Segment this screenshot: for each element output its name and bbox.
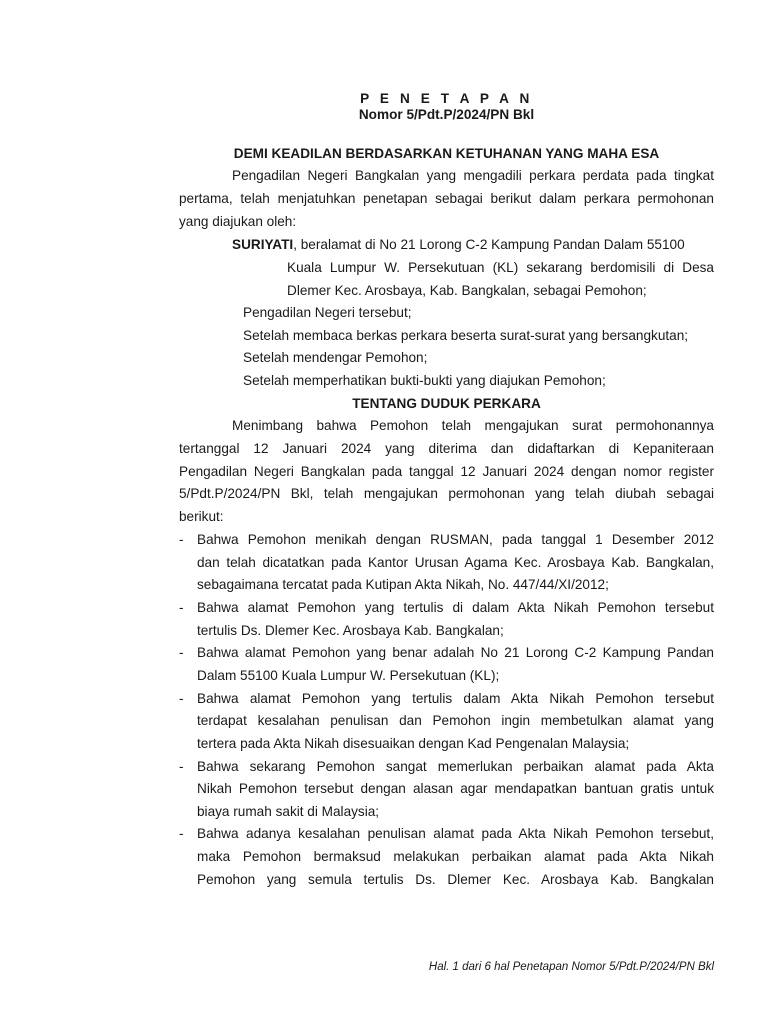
bullet-dash: - [179,691,184,706]
bullet-line: biaya rumah sakit di Malaysia; [197,804,380,819]
document-motto: DEMI KEADILAN BERDASARKAN KETUHANAN YANG MAHA ESA [233,146,660,161]
paragraph-line: 5/Pdt.P/2024/PN Bkl, telah mengajukan permohonan yang telah diubah sebagai [179,486,714,501]
bullet-dash: - [179,759,184,774]
bullet-line: terdapat kesalahan penulisan dan Pemohon ingin membetulkan alamat yang [197,713,714,728]
paragraph-line: Pengadilan Negeri Bangkalan pada tanggal 12 Januari 2024 dengan nomor register [179,464,714,479]
bullet-line: dan telah dicatatkan pada Kantor Urusan Agama Kec. Arosbaya Kab. Bangkalan, [197,555,714,570]
bullet-dash: - [179,826,184,841]
consideration-line: Setelah memperhatikan bukti-bukti yang diajukan Pemohon; [243,373,606,388]
bullet-line: Bahwa sekarang Pemohon sangat memerlukan perbaikan alamat pada Akta [197,759,714,774]
applicant-line: Kuala Lumpur W. Persekutuan (KL) sekarang berdomisili di Desa [287,260,714,275]
bullet-line: Bahwa alamat Pemohon yang tertulis dalam Akta Nikah Pemohon tersebut [197,691,714,706]
bullet-line: Nikah Pemohon tersebut dengan alasan agar mendapatkan bantuan gratis untuk [197,781,714,796]
bullet-line: Dalam 55100 Kuala Lumpur W. Persekutuan (KL); [197,668,500,683]
paragraph-line: tertanggal 12 Januari 2024 yang diterima dan didaftarkan di Kepaniteraan [179,441,714,456]
bullet-line: Bahwa adanya kesalahan penulisan alamat pada Akta Nikah Pemohon tersebut, [197,826,714,841]
bullet-line: sebagaimana tercatat pada Kutipan Akta Nikah, No. 447/44/XI/2012; [197,577,609,592]
applicant-address: , beralamat di No 21 Lorong C-2 Kampung Pandan Dalam 55100 [293,237,685,252]
intro-line: yang diajukan oleh: [179,214,297,229]
paragraph-line: berikut: [179,509,224,524]
section-title: TENTANG DUDUK PERKARA [352,396,541,411]
bullet-line: maka Pemohon bermaksud melakukan perbaikan alamat pada Akta Nikah [197,849,714,864]
paragraph-line: Menimbang bahwa Pemohon telah mengajukan surat permohonannya [232,418,714,433]
intro-line: pertama, telah menjatuhkan penetapan sebagai berikut dalam perkara permohonan [179,191,714,206]
consideration-line: Setelah mendengar Pemohon; [243,350,428,365]
document-title: P E N E T A P A N [360,91,533,106]
intro-line: Pengadilan Negeri Bangkalan yang mengadili perkara perdata pada tingkat [232,168,714,183]
bullet-dash: - [179,532,184,547]
document-number: Nomor 5/Pdt.P/2024/PN Bkl [358,107,535,122]
applicant-name: SURIYATI [232,237,294,252]
applicant-line [232,234,714,257]
bullet-dash: - [179,645,184,660]
bullet-dash: - [179,600,184,615]
bullet-line: Bahwa alamat Pemohon yang benar adalah No 21 Lorong C-2 Kampung Pandan [197,645,714,660]
bullet-line: tertulis Ds. Dlemer Kec. Arosbaya Kab. Bangkalan; [197,623,504,638]
consideration-line: Pengadilan Negeri tersebut; [243,305,412,320]
bullet-line: Bahwa Pemohon menikah dengan RUSMAN, pada tanggal 1 Desember 2012 [197,532,714,547]
bullet-line: Bahwa alamat Pemohon yang tertulis di dalam Akta Nikah Pemohon tersebut [197,600,714,615]
bullet-line: tertera pada Akta Nikah disesuaikan dengan Kad Pengenalan Malaysia; [197,736,630,751]
page-footer: Hal. 1 dari 6 hal Penetapan Nomor 5/Pdt.P/2024/PN Bkl [428,961,714,973]
bullet-line: Pemohon yang semula tertulis Ds. Dlemer Kec. Arosbaya Kab. Bangkalan [197,872,714,887]
consideration-line: Setelah membaca berkas perkara beserta surat-surat yang bersangkutan; [243,328,689,343]
applicant-line: Dlemer Kec. Arosbaya, Kab. Bangkalan, sebagai Pemohon; [287,283,647,298]
